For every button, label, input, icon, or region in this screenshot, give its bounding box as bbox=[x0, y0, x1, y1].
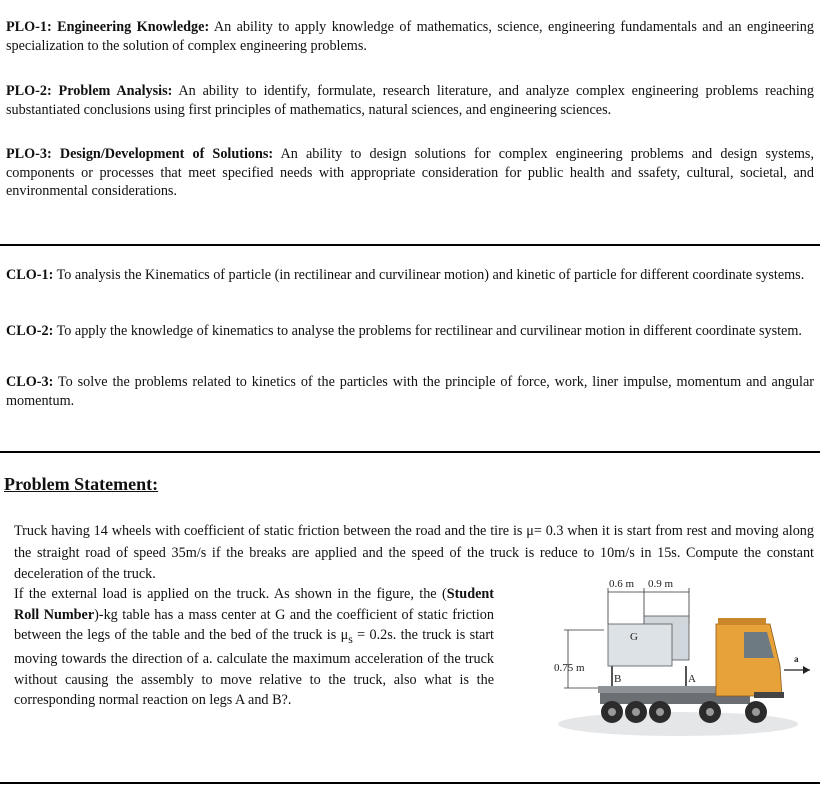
problem-heading: Problem Statement: bbox=[4, 474, 159, 494]
cab-roof bbox=[718, 618, 766, 625]
problem-paragraph-1: Truck having 14 wheels with coefficient of static friction between the road and the tire is μ= 0.3 when it is start from rest and moving along the straight road of speed 35m/s if the breaks are applied and the speed of the truck is reduce to 10m/s in 15s. Compute the constant deceleration of the truck. bbox=[14, 523, 814, 582]
clo-1-label: CLO-1: bbox=[6, 267, 54, 283]
plo-3 bbox=[6, 145, 814, 201]
problem-p2-part-c: = 0.2s. the truck is start moving towards the direction of a. calculate the maximum acceleration of the truck without causing the assembly to move relative to the truck, also what is the corresponding normal reaction on legs A and B?. bbox=[14, 627, 494, 709]
plo-3-text: An ability to design solutions for complex engineering problems and design systems, components or processes that meet specified needs with appropriate consideration for public health and ssafety, cultural, societal, and environmental considerations. bbox=[6, 146, 815, 199]
plo-1-label: PLO-1: Engineering Knowledge: bbox=[6, 19, 210, 35]
plo-2 bbox=[6, 82, 814, 119]
divider-2 bbox=[0, 451, 820, 453]
label-b: B bbox=[614, 673, 622, 685]
accel-arrow-head bbox=[803, 666, 810, 674]
dim-label-height: 0.75 m bbox=[554, 662, 585, 674]
clo-3-label: CLO-3: bbox=[6, 374, 54, 390]
label-accel: a bbox=[794, 654, 799, 664]
divider-1 bbox=[0, 244, 820, 246]
divider-3 bbox=[0, 782, 820, 784]
table-frame bbox=[608, 624, 672, 666]
label-a: A bbox=[688, 673, 696, 685]
clo-1 bbox=[6, 266, 814, 285]
clo-3-text: To solve the problems related to kinetics of the particles with the principle of force, work, liner impulse, momentum and angular momentum. bbox=[6, 374, 814, 409]
label-g: G bbox=[630, 631, 638, 643]
plo-3-label: PLO-3: Design/Development of Solutions: bbox=[6, 146, 274, 162]
plo-2-text: An ability to identify, formulate, research literature, and analyze complex engineering problems reaching substantiated conclusions using first principles of mathematics, natural sciences, and engineering sciences. bbox=[6, 83, 814, 118]
bumper bbox=[754, 692, 784, 698]
clo-3 bbox=[6, 373, 814, 410]
student-roll-number: Student Roll Number bbox=[14, 586, 494, 623]
dim-label-left: 0.6 m bbox=[609, 578, 635, 590]
dim-label-right: 0.9 m bbox=[648, 578, 674, 590]
clo-2-text: To apply the knowledge of kinematics to analyse the problems for rectilinear and curvilinear motion in different coordinate system. bbox=[53, 323, 802, 339]
plo-2-label: PLO-2: Problem Analysis: bbox=[6, 83, 173, 99]
truck-figure bbox=[548, 574, 818, 744]
problem-p2-part-b: )-kg table has a mass center at G and the coefficient of static friction between the legs of the table and the bed of the truck is μ bbox=[14, 606, 494, 643]
problem-p2-part-a: If the external load is applied on the truck. As shown in the figure, the ( bbox=[14, 586, 447, 602]
clo-2-label: CLO-2: bbox=[6, 323, 54, 339]
clo-2 bbox=[6, 322, 814, 341]
clo-1-text: To analysis the Kinematics of particle (in rectilinear and curvilinear motion) and kinetic of particle for different coordinate systems. bbox=[53, 267, 805, 283]
mu-subscript: s bbox=[348, 631, 353, 646]
plo-1 bbox=[6, 18, 814, 55]
plo-1-text: An ability to apply knowledge of mathematics, science, engineering fundamentals and an engineering specialization to the solution of complex engineering problems. bbox=[6, 19, 814, 54]
problem-paragraph-2 bbox=[14, 584, 494, 711]
